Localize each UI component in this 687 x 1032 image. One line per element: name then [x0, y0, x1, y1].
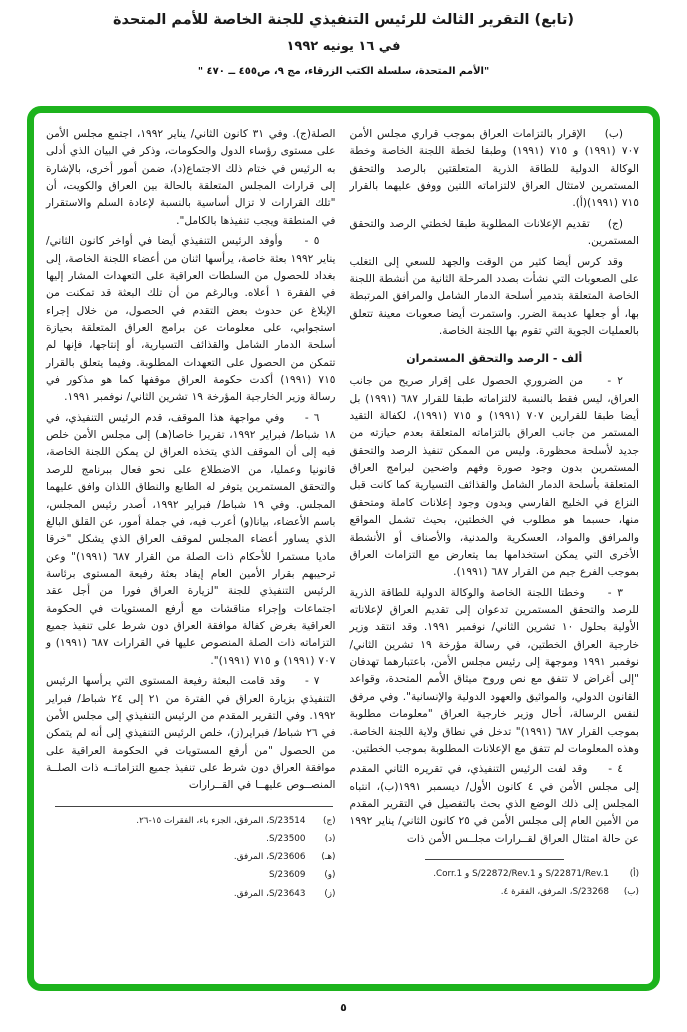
- footnote-row: [46, 849, 336, 865]
- section-heading-alif: ألف - الرصد والتحقق المستمران: [406, 352, 583, 366]
- header-date: في ١٦ يونيه ١٩٩٢: [286, 39, 401, 54]
- column-left: [46, 126, 336, 976]
- footnote-separator: [425, 859, 564, 860]
- footnote-row: [46, 886, 336, 902]
- footnote-label: (هـ): [321, 852, 336, 863]
- footnote-text: S/23268، المرفق، الفقرة ٤.: [500, 887, 609, 898]
- content-green-border-box: [27, 106, 660, 991]
- page-number: ٥: [340, 1001, 347, 1014]
- footnote-text: S/23606، المرفق.: [233, 852, 306, 863]
- paragraph-intro: وقد كرس أيضا كثير من الوقت والجهد للسعي إلى التغلب على الصعوبات التي نشأت بصدد المرحلة الثانية من أنشطة اللجنة الخاصة المتعلقة بتدمير أسلحة الدمار الشامل والمرافق المرتبطة بها، أو جعلها عديمة الضرر. واستمرت أيضا صعوبات معينة تتعلق بالعمليات الجوية التي تقوم بها اللجنة الخاصة.: [349, 255, 639, 337]
- paragraph-item-j: (ج) تقديم الإعلانات المطلوبة طبقا لخطتي الرصد والتحقق المستمرين.: [349, 217, 639, 248]
- footnote-label: (د): [324, 833, 336, 844]
- footnote-text: S/23500.: [266, 833, 306, 844]
- footnote-row: [350, 884, 640, 900]
- footnote-text: S/23609: [268, 870, 306, 881]
- paragraph-2: ٢ - من الضروري الحصول على إقرار صريح من جانب العراق، ليس فقط بالنسبة لالتزاماته طبقا للقرار ٦٨٧ (١٩٩١) بل أيضا طبقا للقرارين ٧٠٧ (١٩٩١) و ٧١٥ (١٩٩١)، لكفالة التقيد المستمر من جانب العراق بالتزاماته المتعلقة بعدم حيازته من جديد لأسلحة محظورة. وليس من الممكن تنفيذ الرصد والتحقق المستمرين بدون وجود صورة وفهم واضحين لبرامج العراق المتعلقة بأسلحة الدمار الشامل والقذائف التسيارية كما كانت قبل النزاع في الخليج الفارسي وبدون وجود إعلانات كاملة ومتحقق منها، حسبما هو مطلوب في الخطتين، بحيث تشمل المواقع والمرافق والمواد، العسكرية والمدنية، والأصناف أو الأنشطة الأخرى التي يمكن استخدامها بما يتعارض مع التزامات العراق بموجب الفرع جيم من القرار ٦٨٧ (١٩٩١).: [349, 375, 639, 579]
- header-title: (تابع) التقرير الثالث للرئيس التنفيذي للجنة الخاصة للأمم المتحدة: [112, 12, 575, 28]
- footnote-row: [46, 867, 336, 883]
- paragraph-4: ٤ - وقد لفت الرئيس التنفيذي، في تقريره الثاني المقدم إلى مجلس الأمن في ٤ كانون الأول/ ديسمبر ١٩٩١(ب)، انتباه المجلس إلى ذلك الوضع الذي بحث بالتفصيل في التقرير المقدم من الأمين العام إلى مجلس الأمن في ٢٥ كانون الثاني/ يناير ١٩٩٢ عن حالة امتثال العراق لقــرارات مجلــس الأمن ذات: [349, 763, 639, 845]
- footnotes-right: [350, 859, 640, 903]
- header-source-citation: "الأمم المتحدة، سلسلة الكتب الزرقاء، مج ٩، ص٤٥٥ ــ ٤٧٠ ": [197, 66, 490, 77]
- footnote-label: (ج): [322, 815, 336, 826]
- footnotes-left: [46, 806, 336, 904]
- paragraph-6: ٦ - وفي مواجهة هذا الموقف، قدم الرئيس التنفيذي، في ١٨ شباط/ فبراير ١٩٩٢، تقريرا خاصا(هـ) إلى مجلس الأمن خلص فيه إلى أن الموقف الذي يتخذه العراق لن يمكن اللجنة الخاصة، قانونيا وعمليا، من الاضطلاع على نحو فعال ببرنامج للرصد والتحقق المستمرين يتوفر له الطابع والنطاق اللذان وافق عليهما المجلس. وفي ١٩ شباط/ فبراير ١٩٩٢، أصدر رئيس المجلس، باسم الأعضاء، بيانا(و) أعرب فيه، في جملة أمور، عن القلق البالغ الذي يساور أعضاء المجلس لموقف العراق الذي يشكل "خرقا ماديا مستمرا للأحكام ذات الصلة من القرار ٦٨٧ (١٩٩١)" وعن ترحيبهم بقرار الأمين العام إيفاد بعثة رفيعة المستوى برئاسة الرئيس التنفيذي للجنة "لزيارة العراق فورا من أجل عقد اجتماعات وإجراء مناقشات مع أرفع المستويات في الحكومة العراقية بغرض كفالة موافقة العراق دون شرط على تنفيذ جميع التزاماته ذات الصلة المنصوص عليها في القرارات ٦٨٧ (١٩٩١) و ٧٠٧ (١٩٩١) و ٧١٥ (١٩٩١)".: [46, 411, 336, 667]
- footnote-text: S/23643، المرفق.: [233, 888, 306, 899]
- paragraph-continuation: الصلة(ج). وفي ٣١ كانون الثاني/ يناير ١٩٩٢، اجتمع مجلس الأمن على مستوى رؤساء الدول والحكومات، وذكر في البيان الذي أدلى به الرئيس في ختام ذلك الاجتماع(د)، ضمن أمور أخرى، بالإشارة إلى قرارات المجلس المتعلقة بالحالة بين العراق والكويت، أن "تلك القرارات لا تزال أساسية بالنسبة لإعادة السلم والاستقرار في المنطقة ويجب تنفيذها بالكامل".: [46, 128, 336, 227]
- paragraph-5: ٥ - وأوفد الرئيس التنفيذي أيضا في أواخر كانون الثاني/ يناير ١٩٩٢ بعثة خاصة، يرأسها اثنان من أعضاء اللجنة الخاصة، إلى بغداد للحصول من السلطات العراقية على التعهدات المشار إليها في الفقرة ١ أعلاه. وبالرغم من أن تلك البعثة قد تمكنت من الإبلاغ عن حدوث بعض التقدم في الحصول، من خلال إجراء استجوابي، على معلومات عن برامج العراق المتعلقة بحيازة أسلحة الدمار الشامل والقذائف التسيارية، أو إنتاجها، فإنها لم تتمكن من الحصول على التعهدات المطلوبة. وفيما يتعلق بالقرار ٧١٥ (١٩٩١) أكدت حكومة العراق موقفها كما هو مذكور في رسالة وزير الخارجية المؤرخة ١٩ تشرين الثاني/ نوفمبر ١٩٩١.: [46, 235, 336, 404]
- footnote-row: [46, 813, 336, 829]
- footnote-label: (أ): [629, 869, 639, 880]
- page-header: [0, 12, 687, 77]
- footnote-separator: [55, 806, 333, 807]
- footnote-label: (ز): [324, 888, 336, 899]
- footnote-label: (و): [324, 870, 336, 881]
- paragraph-item-b: (ب) الإقرار بالتزامات العراق بموجب قراري مجلس الأمن ٧٠٧ (١٩٩١) و ٧١٥ (١٩٩١) وطبقا لخطة اللجنة الخاصة وخطة الوكالة الدولية للطاقة الذرية المتعلقتين بالرصد والتحقق المستمرين لامتثال العراق لالتزاماته اللتين ووفق عليهما بالقرار ٧١٥ (١٩٩١)(أ).: [349, 128, 639, 210]
- column-right: [350, 126, 640, 976]
- footnote-row: [350, 866, 640, 882]
- footnote-text: S/22871/Rev.1 و S/22872/Rev.1 و Corr.1.: [433, 869, 609, 880]
- paragraph-3: ٣ - وخطتا اللجنة الخاصة والوكالة الدولية للطاقة الذرية للرصد والتحقق المستمرين تدعوان إلى تقديم العراق لإعلاناته الأولية بحلول ١٠ تشرين الثاني/ نوفمبر ١٩٩١. وقد انتقد وزير خارجية العراق الخطتين، في رسالة مؤرخة ١٩ تشرين الثاني/ نوفمبر ١٩٩١ وموجهة إلى رئيس مجلس الأمن، باعتبارهما تهدفان "إلى أغراض لا تتفق مع نص وروح ميثاق الأمم المتحدة، وقواعد القانون الدولي، والمواثيق والعهود الدولية والإنسانية". وفي مرفق لنفس الرسالة، أحال وزير خارجية العراق "معلومات مطلوبة بموجب القرار ٦٨٧ (١٩٩١)" تدخل في نطاق ولاية اللجنة الخاصة. وهذه المعلومات لم تتفق مع الإعلانات المطلوبة بموجب الخطتين.: [349, 586, 640, 755]
- paragraph-7: ٧ - وقد قامت البعثة رفيعة المستوى التي يرأسها الرئيس التنفيذي بزيارة العراق في الفترة من ٢١ إلى ٢٤ شباط/ فبراير ١٩٩٢. وفي التقرير المقدم من الرئيس التنفيذي إلى مجلس الأمن في ٢٦ شباط/ فبراير(ز)، خلص الرئيس التنفيذي إلى أنه لم يتمكن من الحصول "من أرفع المستويات في الحكومة العراقية على موافقة العراق دون شرط على تنفيذ جميع التزاماتــه ذات الصلــة المنصــوص عليهــا في القــرارات: [46, 675, 336, 792]
- footnote-label: (ب): [623, 887, 639, 898]
- footnote-row: [46, 831, 336, 847]
- footnote-text: S/23514، المرفق، الجزء باء، الفقرات ١٥-٢٦.: [136, 815, 306, 826]
- two-column-layout: [34, 113, 653, 984]
